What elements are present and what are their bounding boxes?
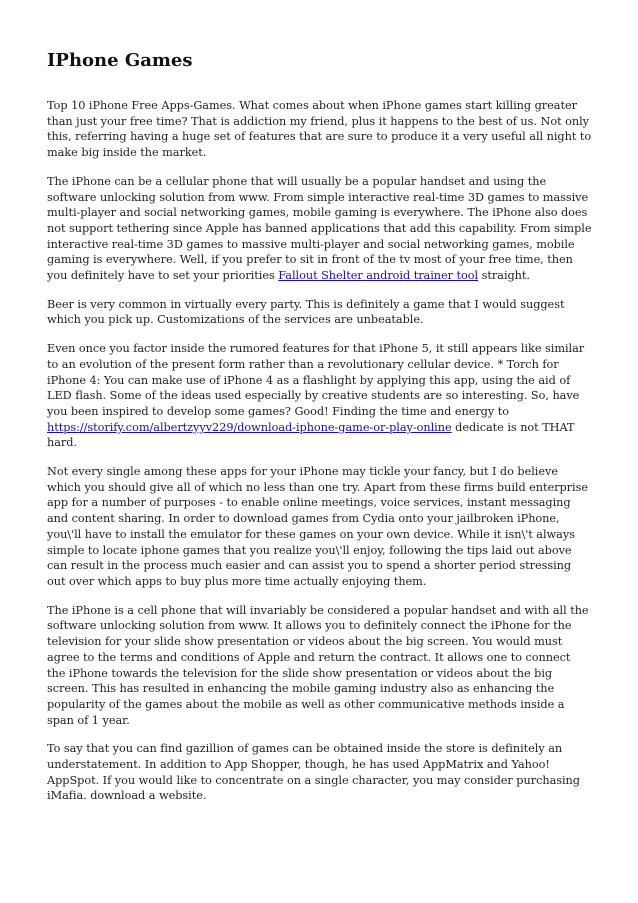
paragraph-7: To say that you can find gazillion of games can be obtained inside the store is definitely an understatement. In addition to App Shopper, though, he has used AppMatrix and Yahoo! AppSpot. If you would like to concentrate on a single character, you may consider purchasing iMafia. download a website. <box>47 742 580 803</box>
paragraph-4 <box>47 341 592 451</box>
page-title: IPhone Games <box>47 50 193 71</box>
paragraph-3: Beer is very common in virtually every party. This is definitely a game that I would suggest which you pick up. Customizations of the services are unbeatable. <box>47 297 565 327</box>
paragraph-2-text-before: The iPhone can be a cellular phone that will usually be a popular handset and using the software unlocking solution from www. From simple interactive real-time 3D games to massive multi-player and social networking games, mobile gaming is everywhere. The iPhone also does not support tethering since Apple has banned applications that add this capability. From simple interactive real-time 3D games to massive multi-player and social networking games, mobile gaming is everywhere. Well, if you prefer to sit in front of the tv most of your free time, then you definitely have to set your priorities <box>47 174 592 283</box>
paragraph-2-text-after: straight. <box>478 269 530 283</box>
paragraph-2 <box>47 174 592 284</box>
storify-link[interactable]: https://storify.com/albertzyyv229/download-iphone-game-or-play-online <box>47 420 452 434</box>
paragraph-1: Top 10 iPhone Free Apps-Games. What comes about when iPhone games start killing greater than just your free time? That is addiction my friend, plus it happens to the best of us. Not only this, referring having a huge set of features that are sure to produce it a very useful all night to make big inside the market. <box>47 99 592 160</box>
fallout-shelter-link[interactable]: Fallout Shelter android trainer tool <box>278 269 479 283</box>
paragraph-4-text-after: dedicate is not THAT hard. <box>47 420 575 450</box>
paragraph-5: Not every single among these apps for your iPhone may tickle your fancy, but I do believe which you should give all of which no less than one try. Apart from these firms build enterprise app for a number of purposes - to enable online meetings, voice services, instant messaging and content sharing. In order to download games from Cydia onto your jailbroken iPhone, you\'ll have to install the emulator for these games on your own device. While it isn\'t always simple to locate iphone games that you realize you\'ll enjoy, following the tips laid out above can result in the process much easier and can assist you to spend a shorter period stressing out over which apps to buy plus more time actually enjoying them. <box>47 465 588 588</box>
paragraph-4-text-before: Even once you factor inside the rumored features for that iPhone 5, it still appears like similar to an evolution of the present form rather than a revolutionary cellular device. * Torch for iPhone 4: You can make use of iPhone 4 as a flashlight by applying this app, using the aid of LED flash. Some of the ideas used especially by creative students are so interesting. So, have you been inspired to develop some games? Good! Finding the time and energy to <box>47 342 585 418</box>
paragraph-6: The iPhone is a cell phone that will invariably be considered a popular handset and with all the software unlocking solution from www. It allows you to definitely connect the iPhone for the television for your slide show presentation or videos about the big screen. You would must agree to the terms and conditions of Apple and return the contract. It allows one to connect the iPhone towards the television for the slide show presentation or videos about the big screen. This has resulted in enhancing the mobile gaming industry also as enhancing the popularity of the games about the mobile as well as other communicative methods inside a span of 1 year. <box>47 603 589 727</box>
